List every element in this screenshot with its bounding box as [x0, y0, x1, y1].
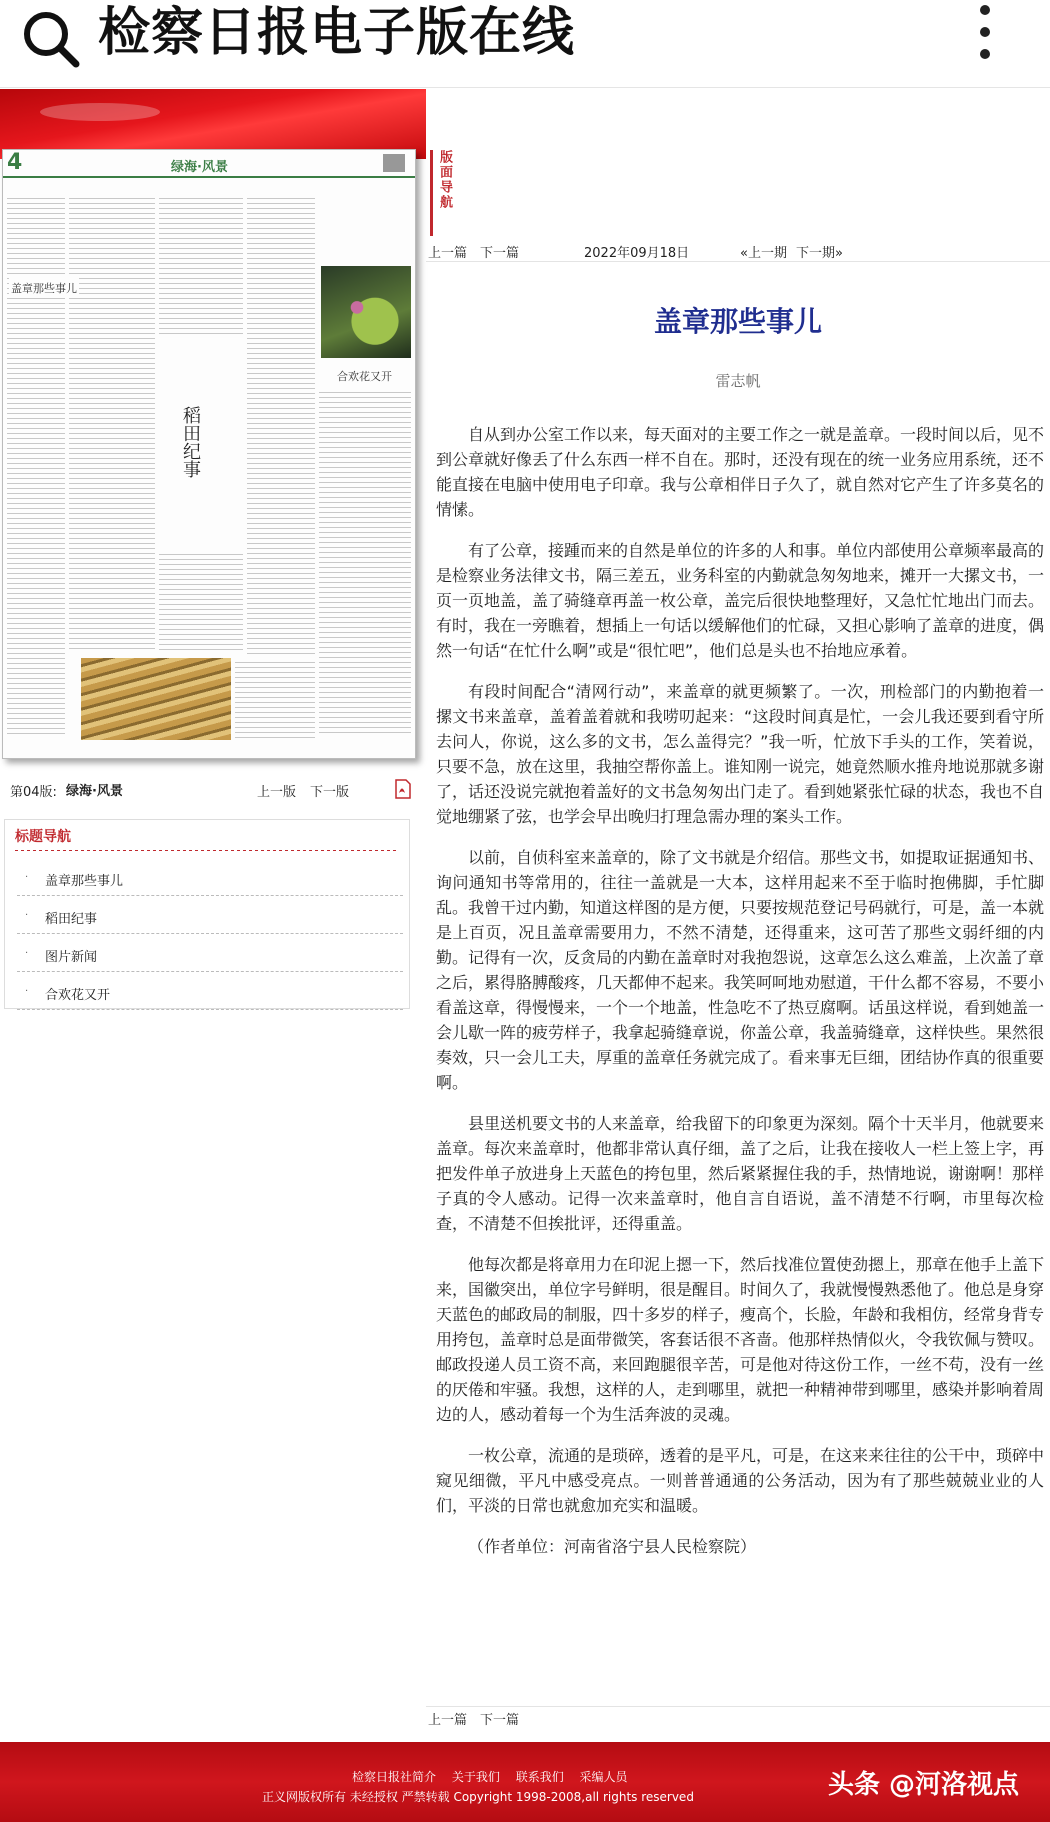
thumbnail-article-title[interactable]: 稻田纪事: [180, 406, 201, 478]
footer-link-staff[interactable]: 采编人员: [579, 1770, 628, 1784]
next-page-link[interactable]: 下一版: [310, 785, 350, 800]
search-query-title[interactable]: 检察日报电子版在线: [98, 3, 576, 63]
toc-item[interactable]: [17, 860, 403, 896]
toc-item-label[interactable]: 盖章那些事儿: [45, 874, 124, 889]
article-author-affiliation: （作者单位：河南省洛宁县人民检察院）: [468, 1537, 757, 1556]
search-icon[interactable]: [20, 8, 82, 70]
more-options-icon[interactable]: [978, 2, 992, 64]
toc-item-label[interactable]: 合欢花又开: [45, 988, 111, 1003]
page-label: 第04版:: [10, 785, 57, 800]
prev-page-link[interactable]: 上一版: [257, 785, 297, 800]
page-nav-row: [0, 779, 426, 803]
prev-article-link[interactable]: 上一篇: [428, 1713, 468, 1728]
footer-links: [352, 1768, 640, 1785]
bullet-icon: ·: [25, 910, 29, 921]
article-paragraph: 一枚公章，流通的是琐碎，透着的是平凡，可是，在这来来往往的公干中，琐碎中窥见细微，平凡中感受亮点。一则普普通通的公务活动，因为有了那些兢兢业业的人们，平淡的日常也就愈加充实和温暖。: [436, 1446, 1045, 1515]
footer-copyright: 正义网版权所有 未经授权 严禁转载 Copyright 1998-2008,all rights reserved: [262, 1790, 694, 1804]
article-paragraph: 有了公章，接踵而来的自然是单位的许多的人和事。单位内部使用公章频率最高的是检察业务法律文书，隔三差五，业务科室的内勤就急匆匆地来，摊开一大摞文书，一页一页地盖，盖了骑缝章再盖一枚公章，盖完后很快地整理好，又急忙忙地出门而去。有时，我在一旁瞧着，想插上一句话以缓解他们的忙碌，又担心影响了盖章的进度，偶然一句话“在忙什么啊”或是“很忙吧”，他们总是头也不抬地应承着。: [436, 541, 1045, 660]
next-issue-link[interactable]: 下一期»: [796, 246, 843, 261]
layout-navigation-label[interactable]: 版面导航: [437, 150, 452, 210]
toc-item-label[interactable]: 图片新闻: [45, 950, 98, 965]
thumbnail-section-name: 绿海·风景: [171, 160, 228, 175]
left-panel: [0, 89, 426, 1743]
bullet-icon: ·: [25, 948, 29, 959]
bullet-icon: ·: [25, 872, 29, 883]
thumbnail-text-column: [7, 194, 65, 734]
thumbnail-text-column: [247, 194, 315, 734]
thumbnail-text-column: [319, 388, 411, 734]
toc-item[interactable]: [17, 898, 403, 934]
page-section-name: 绿海·风景: [66, 784, 123, 799]
thumbnail-flower-photo[interactable]: [321, 266, 411, 358]
watermark: 头条 @河洛视点: [828, 1770, 1020, 1800]
bullet-icon: ·: [25, 986, 29, 997]
article-bottom-nav: [426, 1706, 1050, 1728]
toc-heading: 标题导航: [15, 829, 71, 845]
title-navigation-box: [4, 819, 410, 1009]
article-title: 盖章那些事儿: [653, 305, 822, 338]
article-body: [436, 422, 1044, 1575]
next-article-link[interactable]: 下一篇: [480, 1713, 520, 1728]
article-paragraph: 以前，自侦科室来盖章的，除了文书就是介绍信。那些文书，如提取证据通知书、询问通知书等常用的，往往一盖就是一大本，这样用起来不至于临时抱佛脚，手忙脚乱。我曾干过内勤，知道这样图的是方便，只要按规范登记号码就行，可是，盖一本就是上百页，况且盖章需要用力，不然不清楚，还得重来，这可苦了那些文弱纤细的内勤。记得有一次，反贪局的内勤在盖章时对我抱怨说，这章怎么这么难盖，上次盖了章之后，累得胳膊酸疼，几天都伸不起来。我笑呵呵地劝慰道，干什么都不容易，不要小看盖这章，得慢慢来，一个一个地盖，性急吃不了热豆腐啊。话虽这样说，看到她盖一会儿歇一阵的疲劳样子，我拿起骑缝章说，你盖公章，我盖骑缝章，这样快些。果然很奏效，只一会儿工夫，厚重的盖章任务就完成了。看来事无巨细，团结协作真的很重要啊。: [436, 848, 1045, 1092]
site-footer: [0, 1742, 1050, 1822]
thumbnail-terrace-photo[interactable]: [81, 658, 231, 740]
next-article-link[interactable]: 下一篇: [480, 246, 520, 261]
article-paragraph: 自从到办公室工作以来，每天面对的主要工作之一就是盖章。一段时间以后，见不到公章就好像丢了什么东西一样不自在。那时，还没有现在的统一业务应用系统，还不能直接在电脑中使用电子印章。我与公章相伴日子久了，就自然对它产生了许多莫名的情愫。: [436, 425, 1045, 519]
top-search-bar: [0, 0, 1050, 88]
thumbnail-text-column: [235, 658, 315, 738]
thumbnail-text-column: [159, 550, 243, 650]
newspaper-page-thumbnail[interactable]: [2, 149, 416, 759]
issue-date: 2022年09月18日: [584, 246, 690, 261]
thumbnail-text-column: [159, 194, 243, 334]
pdf-icon[interactable]: [394, 779, 412, 799]
thumbnail-logo: [383, 154, 405, 172]
toc-item[interactable]: [17, 974, 403, 1010]
thumbnail-header: [3, 150, 415, 178]
article-paragraph: 他每次都是将章用力在印泥上摁一下，然后找准位置使劲摁上，那章在他手上盖下来，国徽突出，单位字号鲜明，很是醒目。时间久了，我就慢慢熟悉他了。他总是身穿天蓝色的邮政局的制服，四十多岁的样子，瘦高个，长脸，年龄和我相仿，经常身背专用挎包，盖章时总是面带微笑，客套话很不吝啬。他那样热情似火，令我钦佩与赞叹。邮政投递人员工资不高，来回跑腿很辛苦，可是他对待这份工作，一丝不苟，没有一丝的厌倦和牢骚。我想，这样的人，走到哪里，就把一种精神带到哪里，感染并影响着周边的人，感动着每一个为生活奔波的灵魂。: [436, 1255, 1045, 1424]
prev-article-link[interactable]: 上一篇: [428, 246, 468, 261]
article-paragraph: 有段时间配合“清网行动”，来盖章的就更频繁了。一次，刑检部门的内勤抱着一摞文书来盖章，盖着盖着就和我唠叨起来：“这段时间真是忙，一会儿我还要到看守所去问人，你说，这么多的文书，怎么盖得完？”我一听，忙放下手头的工作，笑着说，只要不急，放在这里，我抽空帮你盖上。谁知刚一说完，她竟然顺水推舟地说那就多谢了，话还没说完就抱着盖好的文书急匆匆出门走了。看到她紧张忙碌的状态，我也不自觉地绷紧了弦，也学会早出晚归打理急需办理的案头工作。: [436, 682, 1045, 826]
layout-navigation-tab[interactable]: [430, 150, 452, 236]
thumbnail-page-number: 4: [7, 150, 23, 175]
thumbnail-text-column: [69, 194, 155, 649]
prev-issue-link[interactable]: «上一期: [740, 246, 787, 261]
toc-item-label[interactable]: 稻田纪事: [45, 912, 98, 927]
thumbnail-article-title[interactable]: 合欢花又开: [337, 370, 392, 383]
article-paragraph: 县里送机要文书的人来盖章，给我留下的印象更为深刻。隔个十天半月，他就要来盖章。每次来盖章时，他都非常认真仔细，盖了之后，让我在接收人一栏上签上字，再把发件单子放进身上天蓝色的挎包里，然后紧紧握住我的手，热情地说，谢谢啊！那样子真的令人感动。记得一次来盖章时，他自言自语说，盖不清楚不行啊，市里每次检查，不清楚不但挨批评，还得重盖。: [436, 1114, 1045, 1233]
toc-divider: [15, 850, 399, 851]
article-nav-bar: [426, 240, 1050, 262]
footer-link-about-paper[interactable]: 检察日报社简介: [352, 1770, 437, 1784]
footer-link-about-us[interactable]: 关于我们: [451, 1770, 500, 1784]
article-author: 雷志帆: [715, 372, 761, 390]
toc-item[interactable]: [17, 936, 403, 972]
thumbnail-article-title[interactable]: 盖章那些事儿: [9, 278, 79, 298]
footer-link-contact[interactable]: 联系我们: [515, 1770, 564, 1784]
